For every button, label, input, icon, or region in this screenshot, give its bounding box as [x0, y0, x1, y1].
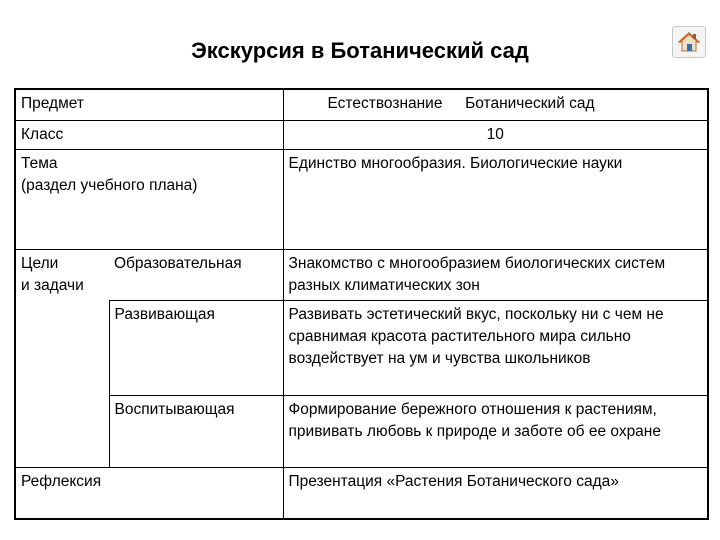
goal-type-educational: Образовательная [109, 249, 283, 300]
home-icon [677, 31, 701, 53]
table-row [15, 467, 708, 519]
table-row [15, 395, 708, 467]
goals-label [15, 249, 109, 300]
goals-label-line1: Цели [21, 254, 59, 272]
topic-label-line1: Тема [21, 154, 58, 172]
table-row [15, 120, 708, 149]
topic-label [15, 149, 283, 249]
goal-text-upbringing: Формирование бережного отношения к растениям, прививать любовь к природе и заботе об ее охране [283, 395, 708, 467]
table-row [15, 149, 708, 249]
excursion-table [14, 88, 709, 520]
page-title: Экскурсия в Ботанический сад [191, 38, 529, 63]
table-row [15, 300, 708, 395]
reflection-value: Презентация «Растения Ботанического сада» [283, 467, 708, 519]
subject-label: Предмет [15, 89, 283, 120]
home-button[interactable] [672, 26, 706, 58]
table-row [15, 249, 708, 300]
subject-value-part2: Ботанический сад [465, 95, 595, 112]
goal-type-developing: Развивающая [109, 300, 283, 395]
goal-text-educational: Знакомство с многообразием биологических систем разных климатических зон [283, 249, 708, 300]
grade-value: 10 [283, 120, 708, 149]
goals-label-line2: и задачи [21, 276, 84, 294]
goal-type-upbringing: Воспитывающая [109, 395, 283, 467]
topic-label-line2: (раздел учебного плана) [21, 176, 198, 194]
grade-label: Класс [15, 120, 283, 149]
topic-value: Единство многообразия. Биологические науки [283, 149, 708, 249]
table-row [15, 89, 708, 120]
subject-value [283, 89, 708, 120]
reflection-label: Рефлексия [15, 467, 283, 519]
subject-value-part1: Естествознание [327, 95, 443, 112]
goal-text-developing: Развивать эстетический вкус, поскольку ни с чем не сравнимая красота растительного мира сильно воздействует на ум и чувства школьников [283, 300, 708, 395]
